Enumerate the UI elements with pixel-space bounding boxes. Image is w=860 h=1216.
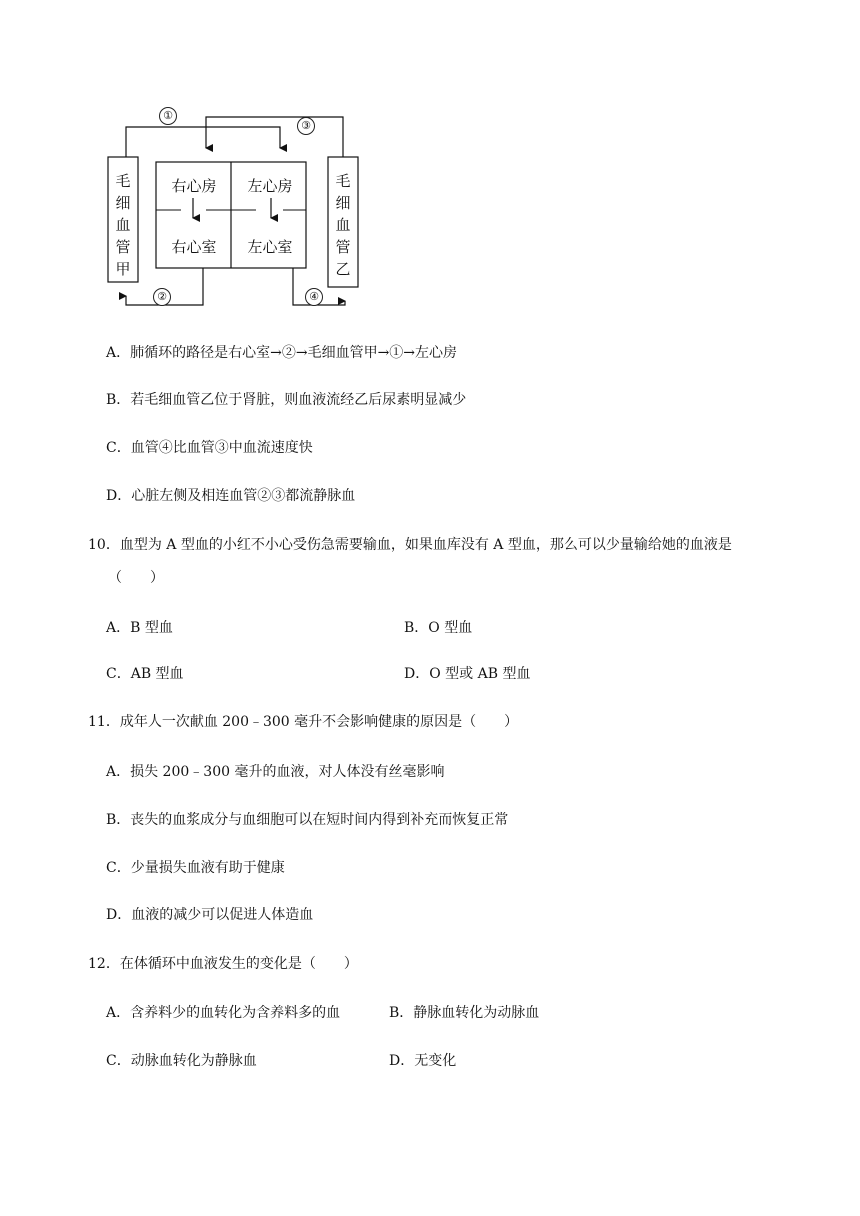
q10-option-d: D．O 型或 AB 型血 — [404, 666, 531, 682]
q11-option-c: C．少量损失血液有助于健康 — [106, 860, 285, 876]
vessel-2-label: ② — [153, 288, 171, 306]
capillary-right-label — [328, 170, 358, 280]
q10-option-b: B．O 型血 — [404, 620, 473, 636]
capillary-left-char: 管 — [115, 238, 131, 256]
capillary-left-char: 毛 — [115, 172, 131, 190]
q12-option-c: C．动脉血转化为静脉血 — [106, 1053, 257, 1069]
q9-option-c: C．血管④比血管③中血流速度快 — [106, 440, 313, 456]
q9-option-a: A．肺循环的路径是右心室→②→毛细血管甲→①→左心房 — [106, 345, 458, 361]
capillary-left-label — [108, 170, 138, 280]
q10-paren: （ ） — [108, 570, 164, 586]
q10-option-a: A．B 型血 — [106, 620, 173, 636]
capillary-left-char: 血 — [115, 216, 131, 234]
q11-option-a: A．损失 200﹣300 毫升的血液，对人体没有丝毫影响 — [106, 764, 445, 780]
q9-option-b: B．若毛细血管乙位于肾脏，则血液流经乙后尿素明显减少 — [106, 392, 467, 408]
capillary-left-char: 细 — [115, 194, 131, 212]
capillary-right-char: 血 — [335, 216, 351, 234]
left-ventricle-label: 左心室 — [247, 238, 293, 256]
q11-stem: 11．成年人一次献血 200﹣300 毫升不会影响健康的原因是（ ） — [88, 714, 519, 730]
vessel-1-label: ① — [159, 107, 177, 125]
vessel-4-label: ④ — [305, 288, 323, 306]
right-atrium-label: 右心房 — [171, 177, 217, 195]
capillary-right-char: 细 — [335, 194, 351, 212]
q9-option-d: D．心脏左侧及相连血管②③都流静脉血 — [106, 488, 356, 504]
vessel-3-label: ③ — [297, 117, 315, 135]
q12-option-b: B．静脉血转化为动脉血 — [389, 1005, 540, 1021]
q10-option-c: C．AB 型血 — [106, 666, 184, 682]
q12-option-d: D．无变化 — [389, 1053, 457, 1069]
q10-stem: 10．血型为 A 型血的小红不小心受伤急需要输血，如果血库没有 A 型血，那么可以少量输给她的血液是 — [88, 537, 732, 553]
left-atrium-label: 左心房 — [247, 177, 293, 195]
right-ventricle-label: 右心室 — [171, 238, 217, 256]
q12-option-a: A．含养料少的血转化为含养料多的血 — [106, 1005, 341, 1021]
circulation-diagram — [100, 100, 370, 315]
capillary-right-char: 毛 — [335, 172, 351, 190]
capillary-right-char: 乙 — [335, 260, 351, 278]
capillary-right-char: 管 — [335, 238, 351, 256]
q11-option-d: D．血液的减少可以促进人体造血 — [106, 907, 314, 923]
q12-stem: 12．在体循环中血液发生的变化是（ ） — [88, 956, 358, 972]
capillary-left-char: 甲 — [115, 260, 131, 278]
q11-option-b: B．丧失的血浆成分与血细胞可以在短时间内得到补充而恢复正常 — [106, 812, 509, 828]
